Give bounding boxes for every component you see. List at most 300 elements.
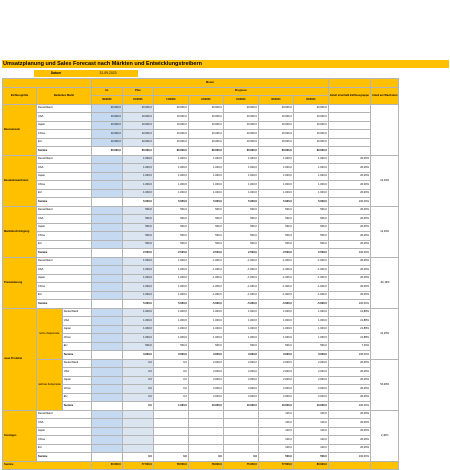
value-cell[interactable]: 1.000,0 xyxy=(153,291,188,300)
value-cell[interactable]: 10.000,0 xyxy=(153,138,188,147)
value-cell[interactable]: 1.000,0 xyxy=(223,308,258,317)
value-cell[interactable]: 10.000,0 xyxy=(223,402,258,411)
value-cell[interactable]: 500,0 xyxy=(293,215,328,224)
value-cell[interactable]: 2.000,0 xyxy=(258,368,293,377)
value-cell[interactable]: 1.000,0 xyxy=(122,334,153,343)
value-cell[interactable]: -1.000,0 xyxy=(188,274,223,283)
value-cell[interactable]: 2.000,0 xyxy=(258,376,293,385)
value-cell[interactable]: 60.000,0 xyxy=(153,147,188,156)
value-cell[interactable] xyxy=(91,385,122,394)
value-cell[interactable]: 10.000,0 xyxy=(153,121,188,130)
value-cell[interactable]: 0,0 xyxy=(122,376,153,385)
value-cell[interactable]: -1.000,0 xyxy=(258,291,293,300)
value-cell[interactable] xyxy=(122,419,153,428)
value-cell[interactable]: 10.000,0 xyxy=(223,138,258,147)
value-cell[interactable] xyxy=(188,436,223,445)
value-cell[interactable] xyxy=(91,189,122,198)
value-cell[interactable]: 100,0 xyxy=(258,410,293,419)
value-cell[interactable]: 10.000,0 xyxy=(258,130,293,139)
value-cell[interactable] xyxy=(91,351,122,360)
value-cell[interactable]: 2.000,0 xyxy=(223,393,258,402)
value-cell[interactable]: 60.000,0 xyxy=(91,147,122,156)
value-cell[interactable]: 5.000,0 xyxy=(122,300,153,309)
value-cell[interactable]: 2.000,0 xyxy=(188,385,223,394)
value-cell[interactable]: 1.000,0 xyxy=(223,172,258,181)
value-cell[interactable]: 10.000,0 xyxy=(122,138,153,147)
value-cell[interactable]: 3.000,0 xyxy=(153,351,188,360)
value-cell[interactable]: 10.000,0 xyxy=(188,138,223,147)
value-cell[interactable] xyxy=(122,444,153,453)
value-cell[interactable]: 1.000,0 xyxy=(188,155,223,164)
value-cell[interactable] xyxy=(91,249,122,258)
value-cell[interactable]: 0,0 xyxy=(122,359,153,368)
value-cell[interactable]: 10.000,0 xyxy=(293,138,328,147)
value-cell[interactable]: -1.000,0 xyxy=(258,266,293,275)
value-cell[interactable]: 10.000,0 xyxy=(293,121,328,130)
value-cell[interactable]: 1.000,0 xyxy=(122,181,153,190)
value-cell[interactable]: 1.000,0 xyxy=(153,164,188,173)
value-cell[interactable]: 20.000,0 xyxy=(153,104,188,113)
value-cell[interactable]: -5.000,0 xyxy=(293,300,328,309)
value-cell[interactable]: -5.000,0 xyxy=(188,300,223,309)
value-cell[interactable]: -1.000,0 xyxy=(258,257,293,266)
value-cell[interactable]: 1.000,0 xyxy=(293,325,328,334)
value-cell[interactable]: -1.000,0 xyxy=(293,291,328,300)
value-cell[interactable]: 500,0 xyxy=(223,240,258,249)
value-cell[interactable] xyxy=(91,334,122,343)
total-value[interactable]: 78.500,0 xyxy=(153,461,188,470)
value-cell[interactable]: 500,0 xyxy=(153,342,188,351)
value-cell[interactable]: 1.000,0 xyxy=(258,181,293,190)
value-cell[interactable]: 1.000,0 xyxy=(153,334,188,343)
value-cell[interactable]: 1.000,0 xyxy=(153,317,188,326)
value-cell[interactable] xyxy=(91,206,122,215)
value-cell[interactable]: 100,0 xyxy=(293,427,328,436)
value-cell[interactable]: 1.000,0 xyxy=(258,317,293,326)
value-cell[interactable]: 500,0 xyxy=(188,342,223,351)
value-cell[interactable]: 1.000,0 xyxy=(258,172,293,181)
value-cell[interactable]: 500,0 xyxy=(293,240,328,249)
value-cell[interactable]: 20.000,0 xyxy=(223,104,258,113)
value-cell[interactable]: 1.000,0 xyxy=(188,189,223,198)
value-cell[interactable] xyxy=(91,215,122,224)
value-cell[interactable] xyxy=(223,427,258,436)
value-cell[interactable] xyxy=(153,436,188,445)
value-cell[interactable]: 10.000,0 xyxy=(223,121,258,130)
value-cell[interactable]: 1.000,0 xyxy=(188,308,223,317)
value-cell[interactable]: 1.000,0 xyxy=(122,283,153,292)
value-cell[interactable]: 1.000,0 xyxy=(153,274,188,283)
value-cell[interactable]: 2.000,0 xyxy=(293,368,328,377)
value-cell[interactable]: 0,0 xyxy=(122,368,153,377)
value-cell[interactable] xyxy=(91,393,122,402)
value-cell[interactable]: -1.000,0 xyxy=(293,257,328,266)
value-cell[interactable]: 1.000,0 xyxy=(293,155,328,164)
value-cell[interactable]: 3.000,0 xyxy=(122,351,153,360)
value-cell[interactable] xyxy=(188,427,223,436)
value-cell[interactable]: 2.500,0 xyxy=(153,249,188,258)
value-cell[interactable]: 1.000,0 xyxy=(223,325,258,334)
value-cell[interactable] xyxy=(91,317,122,326)
value-cell[interactable]: 500,0 xyxy=(153,223,188,232)
value-cell[interactable]: 2.000,0 xyxy=(188,376,223,385)
value-cell[interactable] xyxy=(91,410,122,419)
value-cell[interactable]: 2.000,0 xyxy=(293,359,328,368)
value-cell[interactable] xyxy=(153,410,188,419)
value-cell[interactable]: 1.000,0 xyxy=(258,189,293,198)
value-cell[interactable]: 1.000,0 xyxy=(153,155,188,164)
value-cell[interactable] xyxy=(91,198,122,207)
value-cell[interactable] xyxy=(91,427,122,436)
value-cell[interactable]: 2.000,0 xyxy=(188,359,223,368)
value-cell[interactable]: 0,0 xyxy=(122,453,153,462)
value-cell[interactable]: 10.000,0 xyxy=(223,113,258,122)
value-cell[interactable]: 1.000,0 xyxy=(188,181,223,190)
value-cell[interactable]: 1.000,0 xyxy=(293,189,328,198)
value-cell[interactable]: 0,0 xyxy=(223,453,258,462)
value-cell[interactable]: 1.000,0 xyxy=(122,257,153,266)
value-cell[interactable]: 20.000,0 xyxy=(91,104,122,113)
value-cell[interactable] xyxy=(91,436,122,445)
value-cell[interactable]: 5.000,0 xyxy=(153,198,188,207)
value-cell[interactable]: 1.000,0 xyxy=(223,155,258,164)
value-cell[interactable]: 2.000,0 xyxy=(188,368,223,377)
value-cell[interactable]: 500,0 xyxy=(223,223,258,232)
value-cell[interactable]: 500,0 xyxy=(223,342,258,351)
value-cell[interactable] xyxy=(122,427,153,436)
value-cell[interactable]: 500,0 xyxy=(153,215,188,224)
value-cell[interactable]: 10.000,0 xyxy=(258,402,293,411)
value-cell[interactable]: -1.000,0 xyxy=(258,283,293,292)
value-cell[interactable] xyxy=(91,444,122,453)
value-cell[interactable]: 500,0 xyxy=(293,342,328,351)
value-cell[interactable]: 5.000,0 xyxy=(153,300,188,309)
value-cell[interactable]: 100,0 xyxy=(293,436,328,445)
value-cell[interactable] xyxy=(91,274,122,283)
value-cell[interactable]: 500,0 xyxy=(258,206,293,215)
value-cell[interactable]: 10.000,0 xyxy=(258,121,293,130)
value-cell[interactable]: 1.000,0 xyxy=(223,189,258,198)
value-cell[interactable]: 10.000,0 xyxy=(91,113,122,122)
value-cell[interactable]: 500,0 xyxy=(293,453,328,462)
value-cell[interactable]: 10.000,0 xyxy=(91,138,122,147)
total-value[interactable]: 78.000,0 xyxy=(188,461,223,470)
value-cell[interactable]: 500,0 xyxy=(258,453,293,462)
value-cell[interactable]: 2.000,0 xyxy=(223,385,258,394)
value-cell[interactable]: 500,0 xyxy=(258,215,293,224)
value-cell[interactable]: 2.500,0 xyxy=(223,249,258,258)
value-cell[interactable]: 3.000,0 xyxy=(223,351,258,360)
value-cell[interactable]: 100,0 xyxy=(293,444,328,453)
value-cell[interactable]: 2.500,0 xyxy=(293,249,328,258)
value-cell[interactable]: 1.000,0 xyxy=(188,164,223,173)
value-cell[interactable]: -1.000,0 xyxy=(223,257,258,266)
value-cell[interactable]: 1.000,0 xyxy=(258,308,293,317)
value-cell[interactable]: -1.000,0 xyxy=(188,291,223,300)
date-value[interactable]: 31.09.2023 xyxy=(78,70,138,77)
value-cell[interactable]: -1.000,0 xyxy=(223,291,258,300)
value-cell[interactable]: 1.000,0 xyxy=(122,325,153,334)
value-cell[interactable] xyxy=(91,402,122,411)
value-cell[interactable]: 3.000,0 xyxy=(293,351,328,360)
value-cell[interactable]: 10.000,0 xyxy=(188,121,223,130)
value-cell[interactable]: 1.000,0 xyxy=(188,334,223,343)
value-cell[interactable]: 1.000,0 xyxy=(122,172,153,181)
value-cell[interactable]: 500,0 xyxy=(122,223,153,232)
value-cell[interactable]: 60.000,0 xyxy=(293,147,328,156)
value-cell[interactable]: 10.000,0 xyxy=(223,130,258,139)
value-cell[interactable] xyxy=(91,266,122,275)
value-cell[interactable]: 500,0 xyxy=(258,223,293,232)
value-cell[interactable]: -1.000,0 xyxy=(258,274,293,283)
value-cell[interactable] xyxy=(223,419,258,428)
value-cell[interactable]: -1.000,0 xyxy=(223,266,258,275)
value-cell[interactable]: 10.000,0 xyxy=(153,130,188,139)
value-cell[interactable]: 1.000,0 xyxy=(122,189,153,198)
value-cell[interactable]: 500,0 xyxy=(122,342,153,351)
value-cell[interactable]: 500,0 xyxy=(223,215,258,224)
value-cell[interactable]: 1.000,0 xyxy=(223,181,258,190)
value-cell[interactable]: 1.000,0 xyxy=(293,172,328,181)
value-cell[interactable]: 1.000,0 xyxy=(223,317,258,326)
value-cell[interactable]: 10.000,0 xyxy=(188,402,223,411)
value-cell[interactable]: 500,0 xyxy=(293,206,328,215)
value-cell[interactable]: 1.000,0 xyxy=(153,283,188,292)
value-cell[interactable]: 5.000,0 xyxy=(122,198,153,207)
value-cell[interactable] xyxy=(91,164,122,173)
value-cell[interactable]: 500,0 xyxy=(188,223,223,232)
value-cell[interactable]: 2.500,0 xyxy=(258,249,293,258)
value-cell[interactable]: 2.500,0 xyxy=(122,249,153,258)
total-value[interactable]: 75.000,0 xyxy=(223,461,258,470)
value-cell[interactable] xyxy=(91,283,122,292)
value-cell[interactable]: 1.000,0 xyxy=(153,181,188,190)
value-cell[interactable] xyxy=(91,419,122,428)
value-cell[interactable]: 500,0 xyxy=(188,215,223,224)
value-cell[interactable] xyxy=(153,427,188,436)
value-cell[interactable]: 5.000,0 xyxy=(188,198,223,207)
value-cell[interactable]: 2.000,0 xyxy=(293,393,328,402)
value-cell[interactable]: 1.000,0 xyxy=(188,325,223,334)
value-cell[interactable]: 100,0 xyxy=(258,419,293,428)
value-cell[interactable] xyxy=(91,453,122,462)
value-cell[interactable]: 0,0 xyxy=(153,359,188,368)
value-cell[interactable]: 1.000,0 xyxy=(153,325,188,334)
value-cell[interactable]: 10.000,0 xyxy=(122,121,153,130)
value-cell[interactable]: 10.000,0 xyxy=(258,113,293,122)
value-cell[interactable]: -5.000,0 xyxy=(223,300,258,309)
value-cell[interactable]: 0,0 xyxy=(122,385,153,394)
value-cell[interactable]: -1.000,0 xyxy=(188,283,223,292)
value-cell[interactable] xyxy=(153,419,188,428)
value-cell[interactable] xyxy=(91,308,122,317)
value-cell[interactable]: 0,0 xyxy=(122,393,153,402)
value-cell[interactable] xyxy=(223,444,258,453)
total-value[interactable]: 60.000,0 xyxy=(91,461,122,470)
value-cell[interactable]: 500,0 xyxy=(188,206,223,215)
value-cell[interactable] xyxy=(122,436,153,445)
value-cell[interactable]: 10.000,0 xyxy=(293,402,328,411)
value-cell[interactable]: 1.000,0 xyxy=(293,317,328,326)
value-cell[interactable]: 2.000,0 xyxy=(293,376,328,385)
value-cell[interactable]: 500,0 xyxy=(188,232,223,241)
value-cell[interactable]: 100,0 xyxy=(293,419,328,428)
value-cell[interactable]: 0,0 xyxy=(153,368,188,377)
value-cell[interactable]: 1.000,0 xyxy=(223,334,258,343)
value-cell[interactable]: 10.000,0 xyxy=(153,113,188,122)
value-cell[interactable]: 60.000,0 xyxy=(258,147,293,156)
value-cell[interactable] xyxy=(91,342,122,351)
value-cell[interactable]: 1.000,0 xyxy=(293,164,328,173)
value-cell[interactable]: 1.000,0 xyxy=(258,155,293,164)
value-cell[interactable] xyxy=(223,410,258,419)
value-cell[interactable]: 10.000,0 xyxy=(122,113,153,122)
value-cell[interactable]: 60.000,0 xyxy=(188,147,223,156)
value-cell[interactable]: 1.000,0 xyxy=(122,164,153,173)
value-cell[interactable]: 10.000,0 xyxy=(188,130,223,139)
value-cell[interactable]: -1.000,0 xyxy=(293,283,328,292)
value-cell[interactable]: -1.000,0 xyxy=(188,257,223,266)
value-cell[interactable]: 10.000,0 xyxy=(91,130,122,139)
value-cell[interactable]: 1.000,0 xyxy=(122,308,153,317)
value-cell[interactable]: 0,0 xyxy=(153,453,188,462)
value-cell[interactable] xyxy=(91,172,122,181)
value-cell[interactable] xyxy=(223,436,258,445)
value-cell[interactable] xyxy=(188,444,223,453)
value-cell[interactable]: 500,0 xyxy=(258,240,293,249)
value-cell[interactable]: 3.000,0 xyxy=(188,351,223,360)
value-cell[interactable]: 100,0 xyxy=(258,444,293,453)
value-cell[interactable]: 500,0 xyxy=(153,240,188,249)
value-cell[interactable] xyxy=(153,444,188,453)
value-cell[interactable]: 1.000,0 xyxy=(122,317,153,326)
value-cell[interactable]: 5.000,0 xyxy=(223,198,258,207)
value-cell[interactable]: 0,0 xyxy=(188,453,223,462)
value-cell[interactable]: 0,0 xyxy=(122,402,153,411)
value-cell[interactable]: 10.000,0 xyxy=(258,138,293,147)
value-cell[interactable]: 500,0 xyxy=(223,206,258,215)
value-cell[interactable]: 1.000,0 xyxy=(153,266,188,275)
value-cell[interactable] xyxy=(91,232,122,241)
value-cell[interactable]: -1.000,0 xyxy=(223,283,258,292)
value-cell[interactable]: 500,0 xyxy=(223,232,258,241)
value-cell[interactable]: 1.000,0 xyxy=(188,172,223,181)
value-cell[interactable]: 2.000,0 xyxy=(258,393,293,402)
value-cell[interactable]: 1.000,0 xyxy=(153,308,188,317)
value-cell[interactable]: -5.000,0 xyxy=(258,300,293,309)
value-cell[interactable] xyxy=(91,223,122,232)
value-cell[interactable]: 500,0 xyxy=(122,240,153,249)
value-cell[interactable]: 2.000,0 xyxy=(258,359,293,368)
value-cell[interactable]: 500,0 xyxy=(122,215,153,224)
value-cell[interactable]: 2.000,0 xyxy=(188,393,223,402)
value-cell[interactable] xyxy=(91,155,122,164)
value-cell[interactable]: 20.000,0 xyxy=(122,104,153,113)
value-cell[interactable]: 1.000,0 xyxy=(122,291,153,300)
value-cell[interactable]: 10.000,0 xyxy=(188,113,223,122)
value-cell[interactable]: 0,0 xyxy=(153,385,188,394)
value-cell[interactable] xyxy=(91,181,122,190)
value-cell[interactable]: 60.000,0 xyxy=(122,147,153,156)
value-cell[interactable]: 1.000,0 xyxy=(122,155,153,164)
value-cell[interactable]: 2.000,0 xyxy=(223,359,258,368)
value-cell[interactable]: 1.000,0 xyxy=(258,164,293,173)
value-cell[interactable]: -1.000,0 xyxy=(223,274,258,283)
value-cell[interactable] xyxy=(122,410,153,419)
value-cell[interactable]: 1.000,0 xyxy=(293,308,328,317)
value-cell[interactable]: 10.000,0 xyxy=(293,113,328,122)
value-cell[interactable]: 2.000,0 xyxy=(223,376,258,385)
value-cell[interactable]: 1.000,0 xyxy=(153,172,188,181)
value-cell[interactable]: 10.000,0 xyxy=(293,130,328,139)
value-cell[interactable]: -1.000,0 xyxy=(293,274,328,283)
value-cell[interactable]: 1.000,0 xyxy=(293,181,328,190)
value-cell[interactable] xyxy=(91,291,122,300)
value-cell[interactable]: 2.000,0 xyxy=(293,385,328,394)
value-cell[interactable]: 100,0 xyxy=(258,436,293,445)
value-cell[interactable]: 1.000,0 xyxy=(122,266,153,275)
value-cell[interactable]: 1.000,0 xyxy=(188,317,223,326)
value-cell[interactable]: 1.000,0 xyxy=(258,325,293,334)
value-cell[interactable]: 1.000,0 xyxy=(153,402,188,411)
value-cell[interactable]: 0,0 xyxy=(153,393,188,402)
value-cell[interactable] xyxy=(91,240,122,249)
value-cell[interactable]: 500,0 xyxy=(188,240,223,249)
value-cell[interactable]: 1.000,0 xyxy=(122,274,153,283)
value-cell[interactable]: 100,0 xyxy=(293,410,328,419)
value-cell[interactable]: 2.500,0 xyxy=(188,249,223,258)
value-cell[interactable]: 1.000,0 xyxy=(258,334,293,343)
value-cell[interactable]: 5.000,0 xyxy=(293,198,328,207)
value-cell[interactable]: 20.000,0 xyxy=(188,104,223,113)
value-cell[interactable]: 1.000,0 xyxy=(153,189,188,198)
value-cell[interactable]: 500,0 xyxy=(153,232,188,241)
value-cell[interactable]: 10.000,0 xyxy=(122,130,153,139)
value-cell[interactable]: 2.000,0 xyxy=(258,385,293,394)
value-cell[interactable]: 500,0 xyxy=(293,223,328,232)
value-cell[interactable]: 10.000,0 xyxy=(91,121,122,130)
value-cell[interactable]: 2.000,0 xyxy=(223,368,258,377)
value-cell[interactable] xyxy=(91,368,122,377)
value-cell[interactable]: 500,0 xyxy=(258,232,293,241)
value-cell[interactable] xyxy=(91,300,122,309)
value-cell[interactable]: 500,0 xyxy=(122,232,153,241)
value-cell[interactable]: 0,0 xyxy=(153,376,188,385)
value-cell[interactable] xyxy=(91,325,122,334)
total-value[interactable]: 80.000,0 xyxy=(293,461,328,470)
value-cell[interactable]: 500,0 xyxy=(258,342,293,351)
value-cell[interactable]: 1.000,0 xyxy=(293,334,328,343)
value-cell[interactable]: -1.000,0 xyxy=(293,266,328,275)
value-cell[interactable] xyxy=(188,410,223,419)
value-cell[interactable]: -1.000,0 xyxy=(188,266,223,275)
value-cell[interactable]: 60.000,0 xyxy=(223,147,258,156)
value-cell[interactable]: 500,0 xyxy=(153,206,188,215)
value-cell[interactable]: 1.000,0 xyxy=(153,257,188,266)
value-cell[interactable]: 20.000,0 xyxy=(293,104,328,113)
value-cell[interactable] xyxy=(91,359,122,368)
value-cell[interactable]: 500,0 xyxy=(293,232,328,241)
value-cell[interactable]: 20.000,0 xyxy=(258,104,293,113)
value-cell[interactable] xyxy=(91,376,122,385)
value-cell[interactable] xyxy=(188,419,223,428)
value-cell[interactable] xyxy=(91,257,122,266)
value-cell[interactable]: 5.000,0 xyxy=(258,198,293,207)
total-value[interactable]: 77.500,0 xyxy=(258,461,293,470)
total-value[interactable]: 77.500,0 xyxy=(122,461,153,470)
value-cell[interactable]: 100,0 xyxy=(258,427,293,436)
value-cell[interactable]: 3.000,0 xyxy=(258,351,293,360)
